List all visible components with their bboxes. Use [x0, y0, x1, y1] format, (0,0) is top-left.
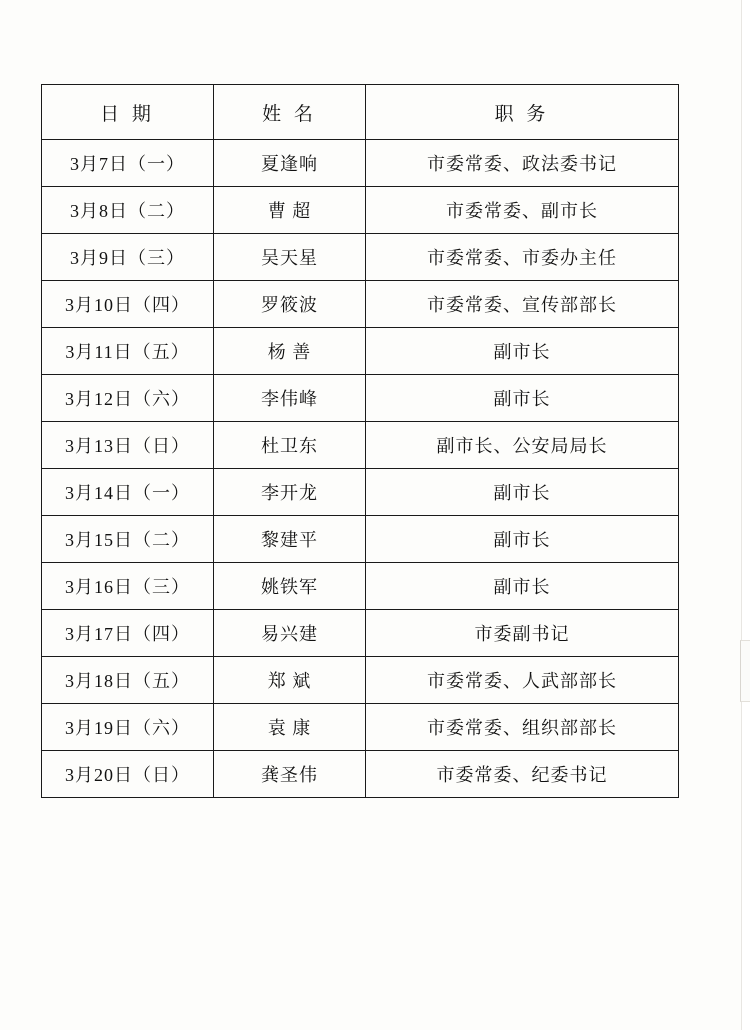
cell-post: 市委常委、副市长 — [366, 187, 679, 234]
table-row — [42, 563, 679, 610]
cell-post: 市委常委、人武部部长 — [366, 657, 679, 704]
cell-post: 市委常委、宣传部部长 — [366, 281, 679, 328]
table-row — [42, 281, 679, 328]
cell-date: 3月15日（二） — [42, 516, 214, 563]
cell-post: 副市长 — [366, 563, 679, 610]
cell-name: 黎建平 — [214, 516, 366, 563]
cell-date: 3月18日（五） — [42, 657, 214, 704]
cell-post: 副市长 — [366, 516, 679, 563]
cell-name: 李伟峰 — [214, 375, 366, 422]
page-edge — [741, 0, 750, 1030]
table-row — [42, 657, 679, 704]
column-header-date: 日 期 — [42, 85, 214, 140]
table-row — [42, 328, 679, 375]
duty-roster-table — [41, 84, 679, 798]
table-header — [42, 85, 679, 140]
cell-date: 3月8日（二） — [42, 187, 214, 234]
cell-name: 杜卫东 — [214, 422, 366, 469]
table-row — [42, 187, 679, 234]
cell-date: 3月14日（一） — [42, 469, 214, 516]
column-header-post: 职 务 — [366, 85, 679, 140]
cell-date: 3月16日（三） — [42, 563, 214, 610]
table-body — [42, 140, 679, 798]
table-row — [42, 469, 679, 516]
cell-post: 副市长、公安局局长 — [366, 422, 679, 469]
cell-post: 市委常委、纪委书记 — [366, 751, 679, 798]
cell-name: 吴天星 — [214, 234, 366, 281]
cell-name: 夏逢响 — [214, 140, 366, 187]
cell-name: 袁 康 — [214, 704, 366, 751]
cell-name: 曹 超 — [214, 187, 366, 234]
cell-name: 郑 斌 — [214, 657, 366, 704]
cell-post: 副市长 — [366, 375, 679, 422]
cell-date: 3月17日（四） — [42, 610, 214, 657]
cell-post: 市委常委、市委办主任 — [366, 234, 679, 281]
table-row — [42, 610, 679, 657]
cell-date: 3月19日（六） — [42, 704, 214, 751]
cell-date: 3月11日（五） — [42, 328, 214, 375]
cell-name: 杨 善 — [214, 328, 366, 375]
cell-date: 3月20日（日） — [42, 751, 214, 798]
cell-date: 3月9日（三） — [42, 234, 214, 281]
cell-name: 易兴建 — [214, 610, 366, 657]
cell-post: 市委常委、组织部部长 — [366, 704, 679, 751]
table-row — [42, 422, 679, 469]
cell-date: 3月13日（日） — [42, 422, 214, 469]
cell-post: 副市长 — [366, 469, 679, 516]
cell-name: 李开龙 — [214, 469, 366, 516]
table-header-row — [42, 85, 679, 140]
table-row — [42, 234, 679, 281]
page-edge-notch — [740, 640, 750, 702]
table-row — [42, 751, 679, 798]
cell-post: 副市长 — [366, 328, 679, 375]
table-row — [42, 516, 679, 563]
table-row — [42, 704, 679, 751]
table-row — [42, 375, 679, 422]
cell-date: 3月7日（一） — [42, 140, 214, 187]
cell-post: 市委副书记 — [366, 610, 679, 657]
cell-date: 3月10日（四） — [42, 281, 214, 328]
table-row — [42, 140, 679, 187]
column-header-name: 姓 名 — [214, 85, 366, 140]
cell-name: 姚铁军 — [214, 563, 366, 610]
cell-post: 市委常委、政法委书记 — [366, 140, 679, 187]
cell-name: 龚圣伟 — [214, 751, 366, 798]
cell-name: 罗筱波 — [214, 281, 366, 328]
cell-date: 3月12日（六） — [42, 375, 214, 422]
